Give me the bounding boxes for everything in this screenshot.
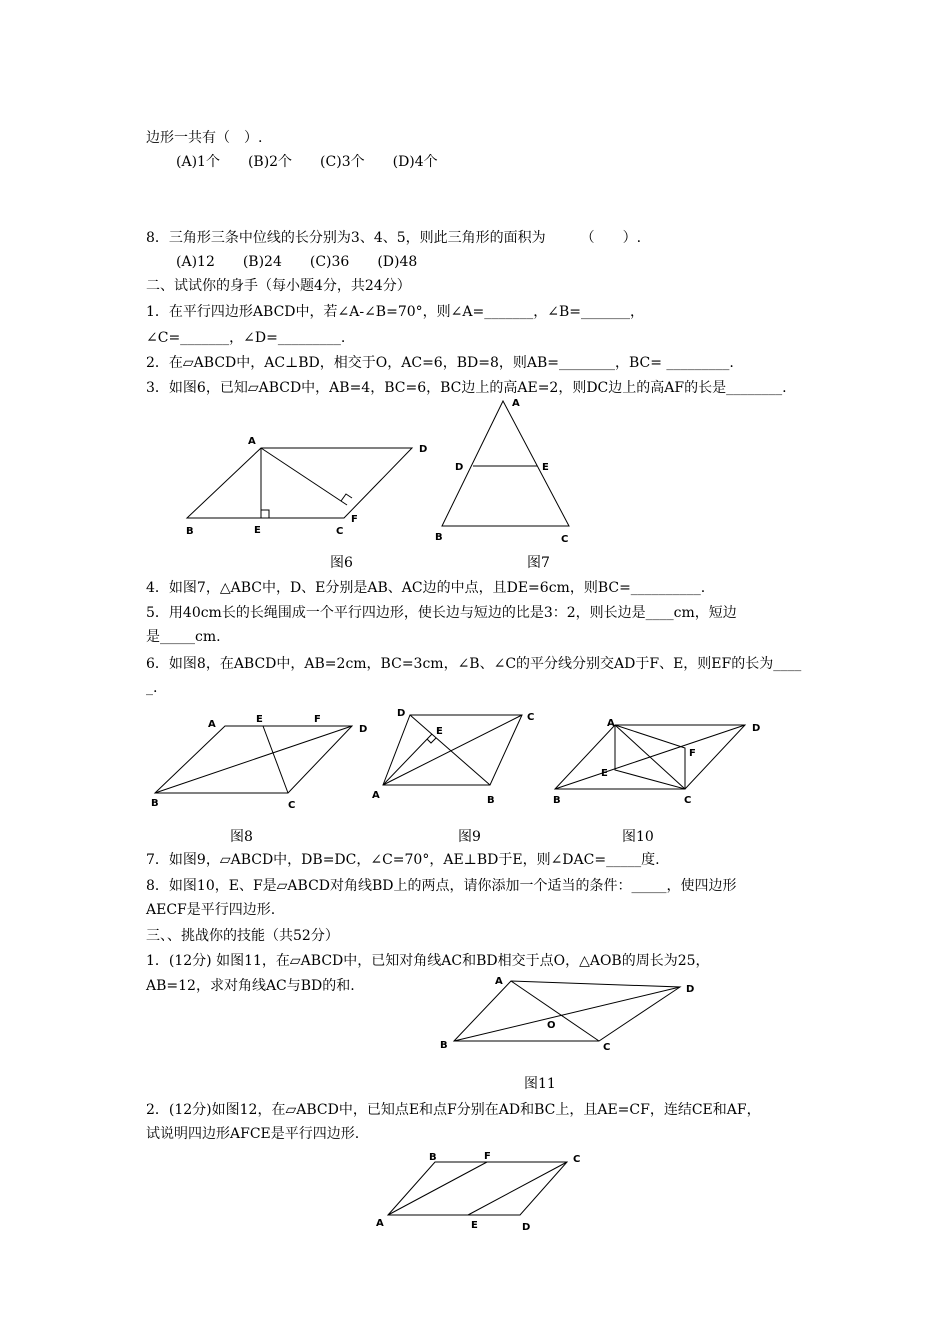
fig7-label-e: E — [542, 462, 549, 473]
options-line-7: (A)1个 (B)2个 (C)3个 (D)4个 — [176, 154, 438, 170]
fig6-label-f: F — [351, 514, 358, 525]
question-8: 8．三角形三条中位线的长分别为3、4、5，则此三角形的面积为 （ ）. — [146, 230, 642, 246]
fig9-diagonal-bd — [410, 715, 490, 785]
caption-fig8: 图8 — [230, 829, 253, 845]
fig10-label-b: B — [553, 795, 561, 806]
s2-q6-line1: 6．如图8，在ABCD中，AB=2cm，BC=3cm，∠B、∠C的平分线分别交AD于F、E，则EF的长为____ — [146, 656, 802, 672]
fig6-height-af — [261, 448, 347, 505]
fig9-perpendicular-ae — [383, 734, 432, 785]
fig12-label-f: F — [484, 1151, 491, 1162]
fig9-label-e: E — [436, 726, 443, 737]
fig10-label-f: F — [689, 748, 696, 759]
fig8-label-b: B — [151, 798, 159, 809]
fig6-label-c: C — [336, 526, 344, 537]
fig10-label-e: E — [601, 768, 608, 779]
fig12-label-c: C — [573, 1154, 581, 1165]
fig11-parallelogram — [454, 981, 680, 1041]
fig9-label-b: B — [487, 795, 495, 806]
section-2-title: 二、试试你的身手（每小题4分，共24分） — [146, 278, 411, 294]
fig11-label-b: B — [440, 1040, 448, 1051]
fig6-parallelogram — [187, 448, 412, 518]
fig6-label-b: B — [186, 526, 194, 537]
fig6-label-d: D — [419, 444, 428, 455]
fig9-label-d: D — [397, 708, 406, 719]
fig8-label-c: C — [288, 800, 296, 811]
s3-q1-line2: AB=12，求对角线AC与BD的和. — [146, 978, 355, 994]
fig12-segment-af — [388, 1162, 487, 1215]
s3-q1-line1: 1．(12分) 如图11，在▱ABCD中，已知对角线AC和BD相交于点O，△AOB的周长为25， — [146, 953, 710, 969]
s2-q5-line1: 5．用40cm长的长绳围成一个平行四边形，使长边与短边的比是3：2，则长边是____cm，短边 — [146, 605, 737, 621]
figure-9 — [365, 700, 545, 810]
fig6-right-angle-e — [261, 510, 269, 518]
fig11-diagonal-bd — [454, 987, 680, 1041]
fig9-diagonal-ac — [383, 715, 522, 785]
fig8-label-a: A — [208, 719, 216, 730]
s2-q7: 7．如图9，▱ABCD中，DB=DC，∠C=70°，AE⊥BD于E，则∠DAC=_____度. — [146, 852, 660, 868]
figure-12 — [370, 1145, 590, 1240]
fig11-diagonal-ac — [511, 981, 599, 1041]
text-line-1: 边形一共有（ ）. — [146, 130, 263, 146]
fig7-label-a: A — [512, 398, 520, 409]
figure-11 — [430, 970, 695, 1060]
s2-q1-line1: 1．在平行四边形ABCD中，若∠A-∠B=70°，则∠A=_______，∠B=_______， — [146, 304, 644, 320]
fig10-label-a: A — [607, 718, 615, 729]
fig6-label-a: A — [248, 436, 256, 447]
fig9-label-a: A — [372, 790, 380, 801]
fig8-label-e: E — [256, 714, 263, 725]
s2-q2: 2．在▱ABCD中，AC⊥BD，相交于O，AC=6，BD=8，则AB=________，BC= _________. — [146, 355, 734, 371]
fig11-label-d: D — [686, 984, 695, 995]
caption-fig7: 图7 — [527, 555, 550, 571]
fig8-label-d: D — [359, 724, 368, 735]
s2-q1-line2: ∠C=_______，∠D=_________. — [146, 330, 346, 346]
figure-7 — [430, 395, 580, 545]
figure-10 — [548, 712, 768, 812]
fig7-label-b: B — [435, 532, 443, 543]
fig10-label-c: C — [684, 795, 692, 806]
section-3-title: 三、、挑战你的技能（共52分） — [146, 928, 339, 944]
caption-fig11: 图11 — [524, 1076, 556, 1092]
fig11-label-o: O — [547, 1020, 556, 1031]
s2-q4: 4．如图7，△ABC中，D、E分别是AB、AC边的中点，且DE=6cm，则BC=__________. — [146, 580, 706, 596]
fig11-label-c: C — [603, 1042, 611, 1053]
caption-fig9: 图9 — [458, 829, 481, 845]
caption-fig6: 图6 — [330, 555, 353, 571]
fig10-label-d: D — [752, 723, 761, 734]
fig8-diagonal-bd — [155, 726, 352, 793]
s3-q2-line2: 试说明四边形AFCE是平行四边形. — [146, 1126, 360, 1142]
options-8: (A)12 (B)24 (C)36 (D)48 — [176, 254, 418, 270]
fig7-label-d: D — [455, 462, 464, 473]
s2-q5-line2: 是_____cm. — [146, 629, 221, 645]
fig8-bisector-ce — [263, 726, 288, 793]
s2-q8-line1: 8．如图10，E、F是▱ABCD对角线BD上的两点，请你添加一个适当的条件：_____，使四边形 — [146, 878, 737, 894]
fig7-label-c: C — [561, 534, 569, 545]
fig6-label-e: E — [254, 525, 261, 536]
figure-6 — [170, 430, 440, 550]
caption-fig10: 图10 — [622, 829, 654, 845]
fig12-parallelogram — [388, 1162, 567, 1215]
fig12-label-a: A — [376, 1218, 384, 1229]
s2-q6-line2: _. — [146, 680, 158, 696]
fig12-label-e: E — [471, 1220, 478, 1231]
s2-q8-line2: AECF是平行四边形. — [146, 902, 276, 918]
fig12-label-d: D — [522, 1222, 531, 1233]
fig12-label-b: B — [429, 1152, 437, 1163]
fig9-right-angle-e — [427, 738, 436, 743]
fig9-label-c: C — [527, 712, 535, 723]
s3-q2-line1: 2．(12分)如图12，在▱ABCD中，已知点E和点F分别在AD和BC上，且AE=CF，连结CE和AF， — [146, 1102, 761, 1118]
s2-q3: 3．如图6，已知▱ABCD中，AB=4，BC=6，BC边上的高AE=2，则DC边上的高AF的长是________. — [146, 380, 787, 396]
fig6-right-angle-f — [341, 494, 352, 501]
figure-8 — [140, 705, 380, 815]
fig8-label-f: F — [314, 714, 321, 725]
fig11-label-a: A — [495, 976, 503, 987]
fig12-segment-ce — [468, 1162, 567, 1215]
